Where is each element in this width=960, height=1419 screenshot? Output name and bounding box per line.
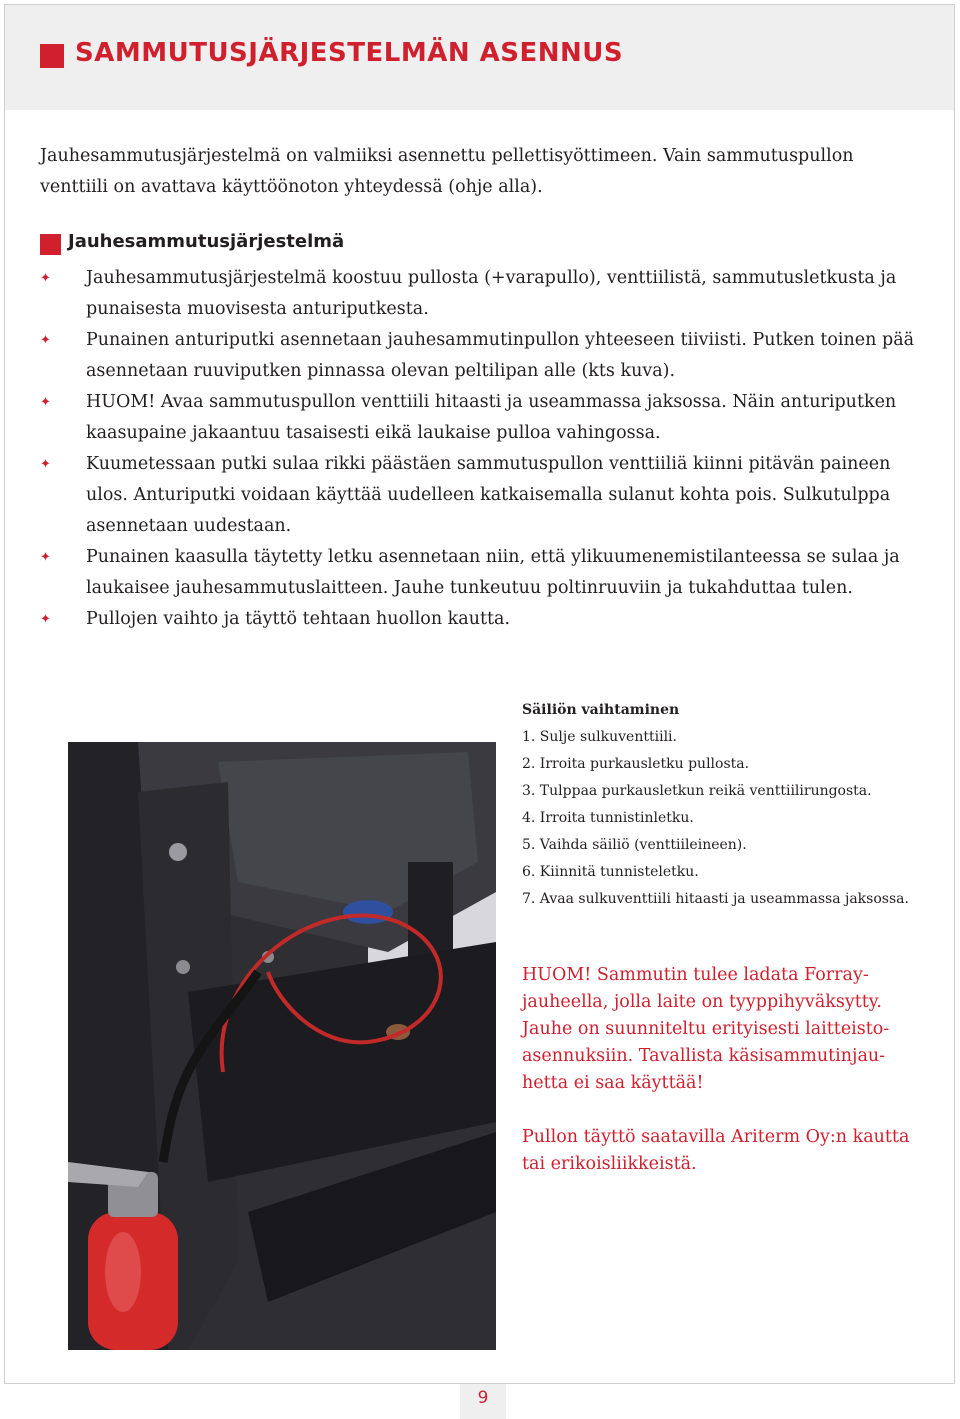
list-item-text: Pullojen vaihto ja täyttö tehtaan huollon kautta.: [86, 609, 511, 629]
step-item: 2. Irroita purkausletku pullosta.: [522, 756, 750, 772]
list-item: [40, 387, 930, 449]
step-item: 6. Kiinnitä tunnisteletku.: [522, 864, 699, 880]
list-item: [40, 449, 930, 542]
list-item-text: Punainen kaasulla täytetty letku asennetaan niin, että ylikuumenemistilanteessa se sulaa ja laukaisee jauhesammutuslaitteen. Jauhe tunkeutuu poltinruuviin ja tukahduttaa tulen.: [86, 547, 900, 598]
diamond-bullet-icon: ✦: [40, 550, 51, 565]
section-square-icon: [40, 234, 61, 255]
step-item: 7. Avaa sulkuventtiili hitaasti ja useammassa jaksossa.: [522, 891, 909, 907]
photo-illustration: [68, 742, 496, 1350]
list-item-text: Punainen anturiputki asennetaan jauhesammutinpullon yhteeseen tiiviisti. Putken toinen pää asennetaan ruuviputken pinnassa olevan peltilipan alle (kts kuva).: [86, 330, 915, 381]
steps-list: [522, 724, 942, 913]
diamond-bullet-icon: ✦: [40, 395, 51, 410]
bullet-list: [40, 263, 930, 635]
list-item: [40, 263, 930, 325]
step-item: 3. Tulppaa purkausletkun reikä venttiilirungosta.: [522, 783, 872, 799]
step-item: 1. Sulje sulkuventtiili.: [522, 729, 677, 745]
extinguisher-installation-photo: [68, 742, 496, 1350]
warning-note: HUOM! Sammutin tulee ladata Forrayjauheella, jolla laite on tyyppihyväksytty. Jauhe on suunniteltu erityisesti laitteistoasennuksiin. Tavallista käsisammutinjauhetta ei saa käyttää!: [522, 965, 890, 1093]
list-item: [40, 542, 930, 604]
diamond-bullet-icon: ✦: [40, 612, 51, 627]
page-title: SAMMUTUSJÄRJESTELMÄN ASENNUS: [75, 38, 624, 68]
refill-note: Pullon täyttö saatavilla Ariterm Oy:n kautta tai erikoisliikkeistä.: [522, 1127, 910, 1174]
list-item-text: Kuumetessaan putki sulaa rikki päästäen sammutuspullon venttiiliä kiinni pitävän paineen ulos. Anturiputki voidaan käyttää uudelleen katkaisemalla sulanut kohta pois. Sulkutulppa asennetaan uudestaan.: [86, 454, 891, 536]
list-item-text: HUOM! Avaa sammutuspullon venttiili hitaasti ja useammassa jaksossa. Näin anturiputken kaasupaine jakaantuu tasaisesti eikä laukaise pulloa vahingossa.: [86, 392, 897, 443]
header-square-icon: [40, 44, 64, 68]
list-item: [40, 325, 930, 387]
step-item: 4. Irroita tunnistinletku.: [522, 810, 694, 826]
intro-paragraph: Jauhesammutusjärjestelmä on valmiiksi asennettu pellettisyöttimeen. Vain sammutuspullon venttiili on avattava käyttöönoton yhteydessä (ohje alla).: [40, 146, 854, 197]
step-item: 5. Vaihda säiliö (venttiileineen).: [522, 837, 747, 853]
diamond-bullet-icon: ✦: [40, 457, 51, 472]
diamond-bullet-icon: ✦: [40, 333, 51, 348]
diamond-bullet-icon: ✦: [40, 271, 51, 286]
list-item-text: Jauhesammutusjärjestelmä koostuu pullosta (+varapullo), venttiilistä, sammutusletkusta ja punaisesta muovisesta anturiputkesta.: [86, 268, 897, 319]
list-item: [40, 604, 930, 635]
replacement-steps: [522, 697, 942, 913]
steps-title: Säiliön vaihtaminen: [522, 702, 680, 718]
section-title: Jauhesammutusjärjestelmä: [68, 231, 345, 252]
page-number: 9: [477, 1388, 489, 1408]
